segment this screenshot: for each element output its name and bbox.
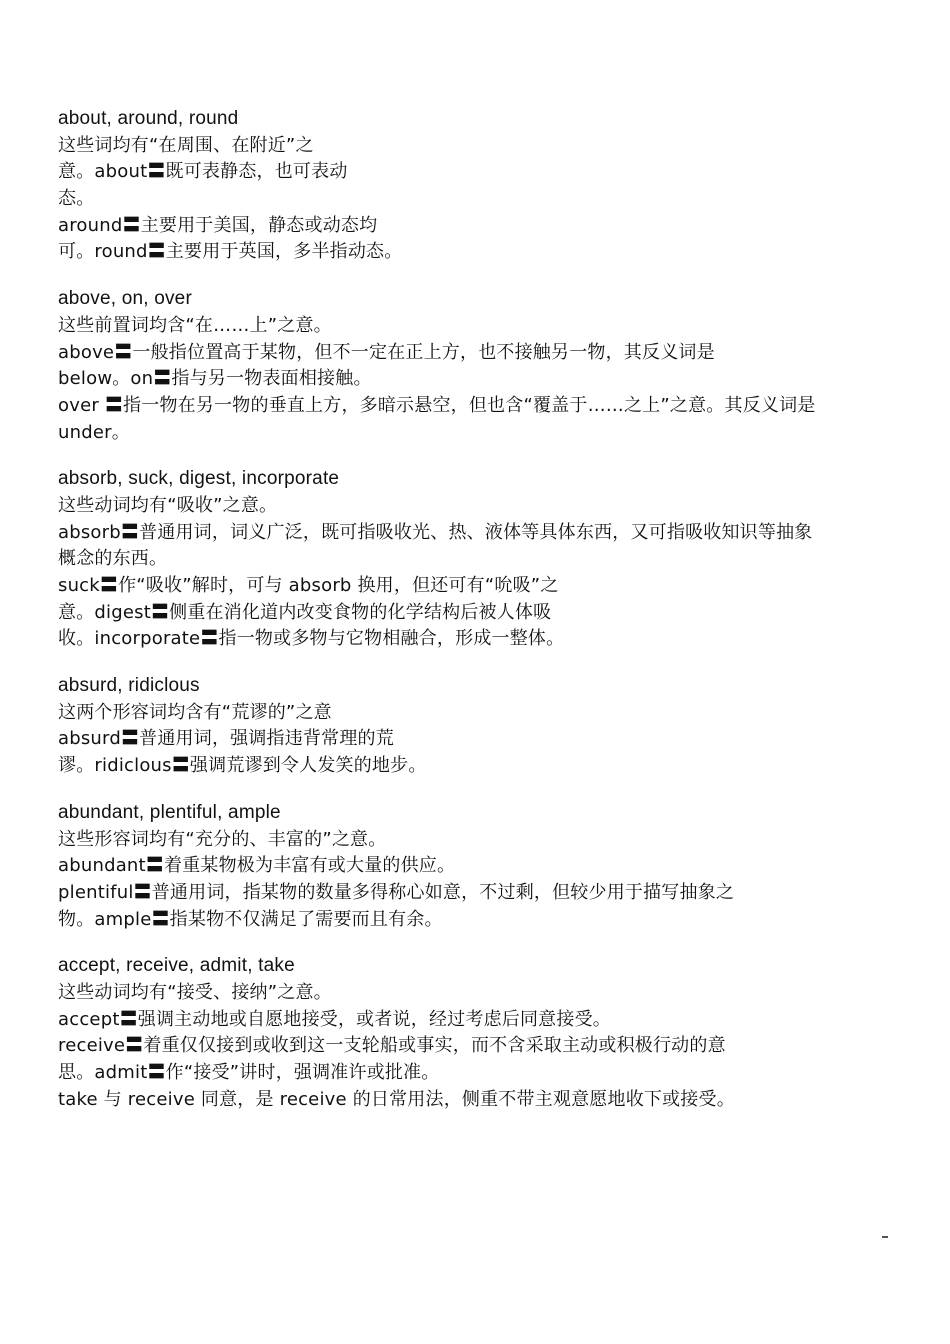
entry-about bbox=[58, 106, 888, 266]
entry-text-line: absorb〓普通用词，词义广泛，既可指吸收光、热、液体等具体东西，又可指吸收知识等抽象 bbox=[58, 521, 813, 543]
entry-text-line: 收。incorporate〓指一物或多物与它物相融合，形成一整体。 bbox=[58, 628, 565, 650]
entry-heading: about, around, round bbox=[58, 108, 239, 129]
entry-text-line: 可。round〓主要用于英国，多半指动态。 bbox=[58, 241, 403, 263]
entry-heading: above, on, over bbox=[58, 288, 192, 310]
entry-absurd bbox=[58, 673, 888, 780]
entry-heading: accept, receive, admit, take bbox=[58, 955, 295, 977]
entry-text-line: around〓主要用于美国，静态或动态均 bbox=[58, 214, 378, 236]
entry-text-line: 意。about〓既可表静态，也可表动 bbox=[58, 161, 348, 183]
entry-text-line: abundant〓着重某物极为丰富有或大量的供应。 bbox=[58, 855, 456, 877]
entry-text-line: plentiful〓普通用词，指某物的数量多得称心如意，不过剩，但较少用于描写抽象之 bbox=[58, 881, 735, 903]
entry-text-line: below。on〓指与另一物表面相接触。 bbox=[58, 368, 372, 390]
entry-text-line: over 〓指一物在另一物的垂直上方，多暗示悬空，但也含“覆盖于……之上”之意。其反义词是 bbox=[58, 394, 816, 416]
entry-text-line: above〓一般指位置高于某物，但不一定在正上方，也不接触另一物，其反义词是 bbox=[58, 341, 715, 363]
entry-text-line: 态。 bbox=[58, 188, 95, 210]
entry-text-line: under。 bbox=[58, 421, 130, 443]
entry-abundant bbox=[58, 800, 888, 933]
entry-heading: absurd, ridiclous bbox=[58, 675, 200, 697]
entry-text-line: 这些动词均有“吸收”之意。 bbox=[58, 494, 278, 516]
entry-accept bbox=[58, 953, 888, 1113]
entry-text-line: accept〓强调主动地或自愿地接受，或者说，经过考虑后同意接受。 bbox=[58, 1008, 611, 1030]
entry-text-line: take 与 receive 同意，是 receive 的日常用法，侧重不带主观意愿地收下或接受。 bbox=[58, 1088, 735, 1110]
entry-above bbox=[58, 286, 888, 446]
entry-text-line: 思。admit〓作“接受”讲时，强调准许或批准。 bbox=[58, 1062, 440, 1083]
entry-text-line: 这些动词均有“接受、接纳”之意。 bbox=[58, 981, 332, 1003]
entry-heading: absorb, suck, digest, incorporate bbox=[58, 468, 340, 490]
entry-text-line: 这些前置词均含“在……上”之意。 bbox=[58, 314, 332, 336]
entry-text-line: 物。ample〓指某物不仅满足了需要而且有余。 bbox=[58, 908, 443, 930]
entry-text-line: suck〓作“吸收”解时，可与 absorb 换用，但还可有“吮吸”之 bbox=[58, 575, 559, 596]
entry-text-line: 这些词均有“在周围、在附近”之 bbox=[58, 134, 314, 156]
entry-text-line: 这两个形容词均含有“荒谬的”之意 bbox=[58, 701, 332, 723]
entry-absorb bbox=[58, 466, 888, 653]
document-body bbox=[58, 106, 888, 1133]
entry-text-line: 意。digest〓侧重在消化道内改变食物的化学结构后被人体吸 bbox=[58, 601, 552, 623]
entry-text-line: absurd〓普通用词，强调指违背常理的荒 bbox=[58, 728, 394, 750]
entry-heading: abundant, plentiful, ample bbox=[58, 801, 281, 823]
entry-text-line: 谬。ridiclous〓强调荒谬到令人发笑的地步。 bbox=[58, 755, 427, 777]
entry-text-line: 概念的东西。 bbox=[58, 548, 168, 570]
entry-text-line: 这些形容词均有“充分的、丰富的”之意。 bbox=[58, 828, 387, 850]
page-footer-mark bbox=[882, 1236, 888, 1238]
entry-text-line: receive〓着重仅仅接到或收到这一支轮船或事实，而不含采取主动或积极行动的意 bbox=[58, 1035, 726, 1057]
